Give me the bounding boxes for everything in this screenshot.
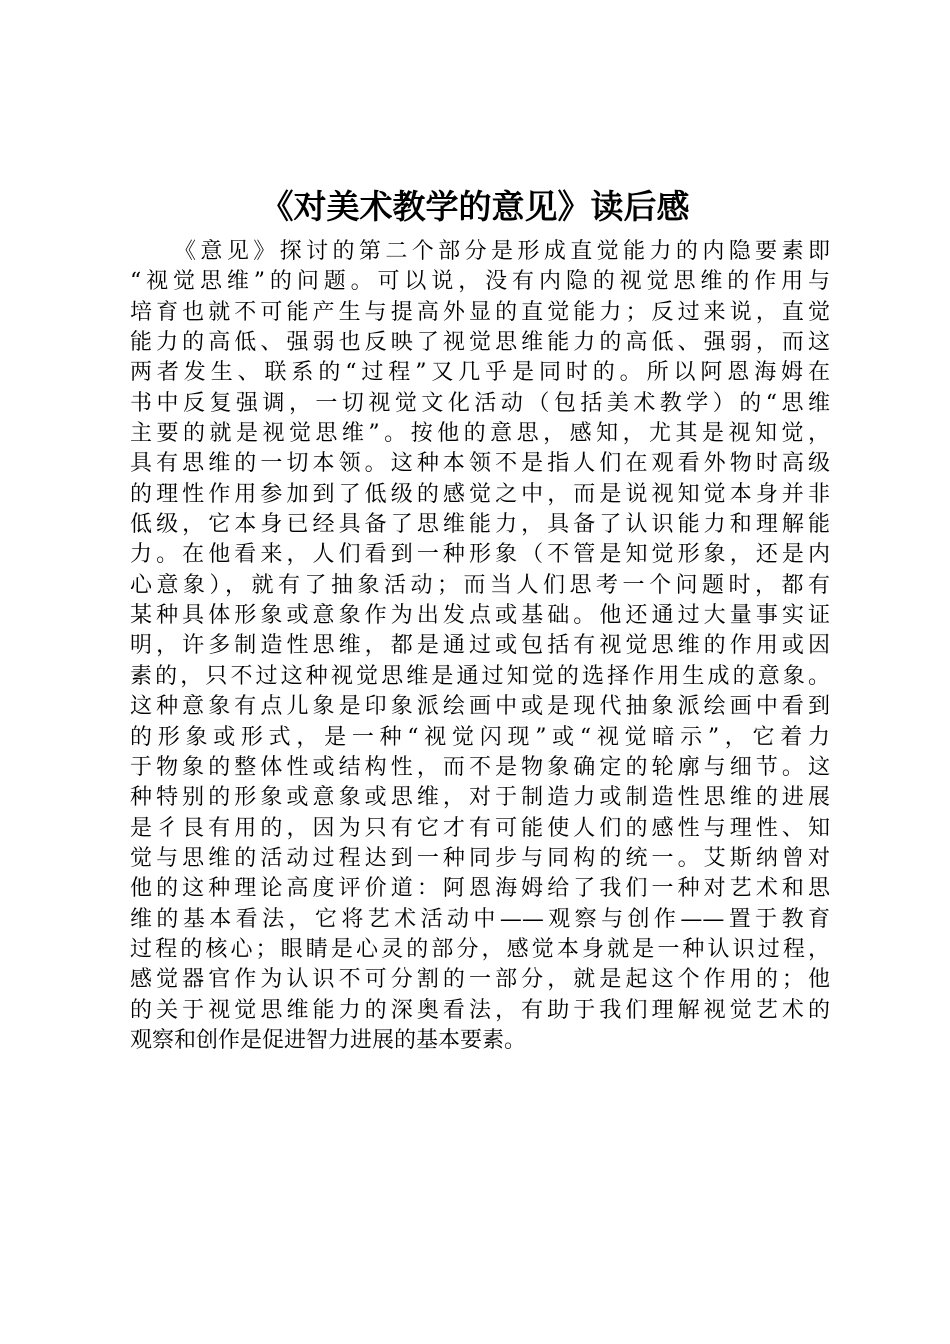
paragraph-line: 心意象），就有了抽象活动；而当人们思考一个问题时，都有 [130, 572, 830, 598]
paragraph-line: 书中反复强调，一切视觉文化活动（包括美术教学）的“思维 [130, 390, 830, 416]
paragraph-line: 力。在他看来，人们看到一种形象（不管是知觉形象，还是内 [130, 542, 830, 568]
paragraph-line: 他的这种理论高度评价道：阿恩海姆给了我们一种对艺术和思 [130, 876, 830, 902]
paragraph-line: 是彳艮有用的，因为只有它才有可能使人们的感性与理性、知 [130, 815, 830, 841]
paragraph-line: 《意见》探讨的第二个部分是形成直觉能力的内隐要素即 [174, 239, 830, 264]
paragraph-line: 维的基本看法，它将艺术活动中——观察与创作——置于教育 [130, 906, 830, 932]
paragraph-line: 的形象或形式，是一种“视觉闪现”或“视觉暗示”，它着力 [130, 724, 830, 750]
paragraph-line: 觉与思维的活动过程达到一种同步与同构的统一。艾斯纳曾对 [130, 845, 830, 871]
paragraph-line: 的关于视觉思维能力的深奥看法，有助于我们理解视觉艺术的 [130, 997, 830, 1023]
paragraph-line: 感觉器官作为认识不可分割的一部分，就是起这个作用的；他 [130, 967, 830, 993]
paragraph-line: 素的，只不过这种视觉思维是通过知觉的选择作用生成的意象。 [130, 663, 830, 689]
paragraph-line: 过程的核心；眼睛是心灵的部分，感觉本身就是一种认识过程， [130, 936, 830, 962]
paragraph-line: 培育也就不可能产生与提高外显的直觉能力；反过来说，直觉 [130, 299, 830, 325]
document-title: 《对美术教学的意见》读后感 [260, 187, 690, 226]
paragraph-line: 能力的高低、强弱也反映了视觉思维能力的高低、强弱，而这 [130, 330, 830, 356]
paragraph-line: 种特别的形象或意象或思维，对于制造力或制造性思维的进展 [130, 785, 830, 811]
paragraph-line: “视觉思维”的问题。可以说，没有内隐的视觉思维的作用与 [130, 269, 830, 295]
paragraph-line: 具有思维的一切本领。这种本领不是指人们在观看外物时高级 [130, 451, 830, 477]
paragraph-line: 主要的就是视觉思维”。按他的意思，感知，尤其是视知觉， [130, 421, 830, 447]
paragraph-line: 于物象的整体性或结构性，而不是物象确定的轮廓与细节。这 [130, 754, 830, 780]
paragraph-line: 的理性作用参加到了低级的感觉之中，而是说视知觉本身并非 [130, 481, 830, 507]
paragraph-line: 观察和创作是促进智力进展的基本要素。 [130, 1027, 527, 1053]
paragraph-line: 这种意象有点儿象是印象派绘画中或是现代抽象派绘画中看到 [130, 694, 830, 720]
paragraph-line: 两者发生、联系的“过程”又几乎是同时的。所以阿恩海姆在 [130, 360, 830, 386]
paragraph-line: 低级，它本身已经具备了思维能力，具备了认识能力和理解能 [130, 512, 830, 538]
document-body [130, 237, 830, 1056]
paragraph-line: 明，许多制造性思维，都是通过或包括有视觉思维的作用或因 [130, 633, 830, 659]
paragraph-line: 某种具体形象或意象作为出发点或基础。他还通过大量事实证 [130, 603, 830, 629]
